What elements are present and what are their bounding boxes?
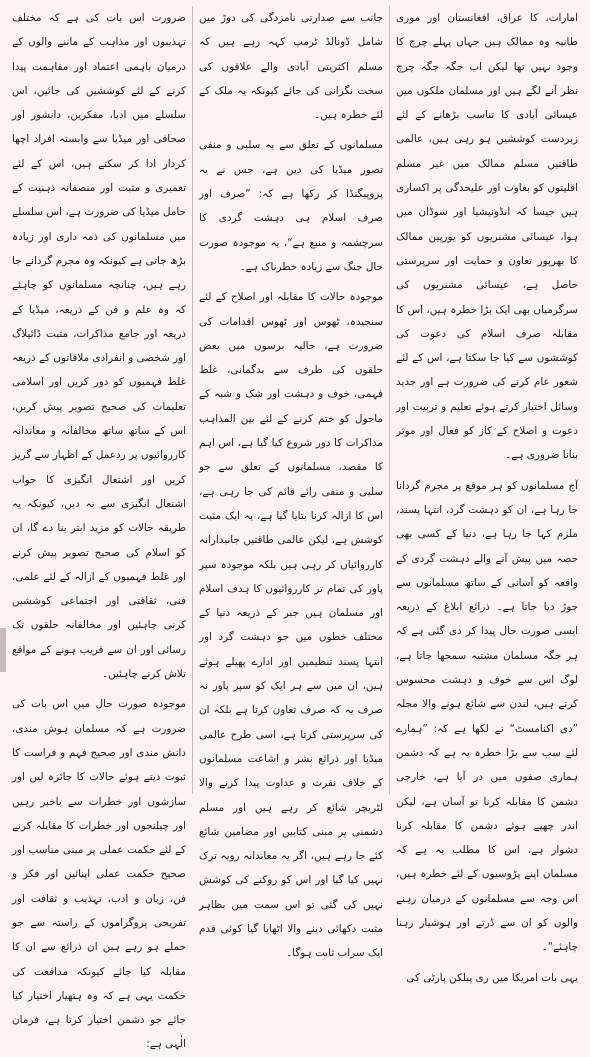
paragraph: موجودہ حالات کا مقابلہ اور اصلاح کے لئے سنجیدہ، ٹھوس اور ٹھوس اقدامات کی ضرورت ہے، حالیہ برسوں میں بعض حلقوں کی طرف سے بدگمانی، غلط فہمی، خوف و دہشت اور شک و شبہ کے ماحول کو ختم کرنے کے لئے بین المذاہب مذاکرات کا دور شروع کیا گیا ہے، اس اہم کا مقصد، مسلمانوں کے تعلق سے جو سلبی و منفی رائے قائم کی جا رہی ہے، اس کا ازالہ کرنا بتایا گیا ہے، یہ ایک مثبت کوشش ہے، لیکن عالمی طاقتیں جانبدارانہ کارروائیاں کر رہی ہیں بلکہ موجودہ سپر پاور کی تمام تر کارروائیوں کا ہدف اسلام اور مسلمان ہیں جبر کے ذریعہ دنیا کے مختلف خطوں میں جو دہشت گرد اور انتہا پسند تنظیمیں اور ادارے پھیلے ہوئے ہیں، ان میں سے ہر ایک کو سپر پاور نہ صرف یہ کہ صرف تعاون کرتا ہے بلکہ ان کی سرپرستی کرتا ہے، اسی طرح عالمی میڈیا اور ذرائع نشر و اشاعت مسلمانوں کے خلاف نفرت و عداوت پیدا کرنے والا لٹریچر شائع کر رہے ہیں اور مسلم دشمنی پر مبنی کتابیں اور مضامین شائع کئے جا رہے ہیں، اگر یہ معاندانہ رویہ ترک نہیں کیا گیا اور اس کو روکنے کی کوشش نہیں کی گئی تو اس سمت میں بظاہر مثبت دکھائی دینے والا اٹھایا گیا کوئی قدم ایک سراب ثابت ہوگا۔ <box>199 291 383 960</box>
text-columns <box>6 6 584 1051</box>
paragraph: موجودہ صورت حال میں اس بات کی ضرورت ہے کہ مسلمان ہوش مندی، دانش مندی اور صحیح فہم و فراست کا ثبوت دیتے ہوئے حالات کا جائزہ لیں اور سازشوں اور خطرات سے باخبر رہیں اور چیلنجوں اور خطرات کا مقابلہ کرنے کے لئے حکمت عملی پر مبنی مناسب اور صحیح حکمت عملی اپنائیں اور فکر و فن، زبان و ادب، تہذیب و ثقافت اور تفریحی پروگراموں کے راستہ سے جو حملے ہو رہے ہیں ان ذرائع سے ان کا مقابلہ کیا جائے کیونکہ مدافعت کی حکمت یہی ہے کہ وہ ہتھیار اختیار کیا جائے جو دشمن اختیار کرتا ہے، فرمان الٰہی ہے: <box>12 698 186 1051</box>
column-middle <box>192 6 390 960</box>
paragraph: امارات، کا عراق، افغانستان اور موری طانیہ وہ ممالک ہیں جہاں پہلے چرچ کا وجود نہیں تھا لیکن اب جگہ جگہ چرچ نظر آنے لگے ہیں اور مسلمان ملکوں میں عیسائی آبادی کا تناسب بڑھانے کے لئے زبردست کوششیں ہو رہی ہیں، عالمی طاقتیں مسلم ممالک میں غیر مسلم اقلیتوں کو بغاوت اور علیحدگی پر اکساری ہیں جیسا کہ انڈونیشیا اور سوڈان میں ہوا، عیسائی مشنریوں کو یورپین ممالک کا بھرپور تعاون و حمایت اور سرپرستی حاصل ہے، عیسائی مشنریوں کی سرگرمیاں بھی ایک بڑا خطرہ ہیں، اس کا مقابلہ صرف اسلام کی دعوت کی کوششوں سے کیا جا سکتا ہے، اس کے لئے شعور عام کرنے کی ضرورت ہے اور جدید وسائل اختیار کرتے ہوئے تعلیم و تربیت اور دعوت و اصلاح کے کاز کو فعال اور موثر بنانا ضروری ہے۔ <box>396 12 578 462</box>
paragraph: ضرورت اس بات کی ہے کہ مختلف تہذیبوں اور مذاہب کے ماننے والوں کے درمیان باہمی اعتماد اور مفاہمت پیدا کرنے کے لئے کوششیں کی جائیں، اس سلسلے میں ادبا، مفکرین، دانشور اور صحافی اور میڈیا سے وابستہ افراد اچھا کردار ادا کر سکتے ہیں، اس کے لئے تعمیری و مثبت اور منصفانہ ذہنیت کے حامل میڈیا کی ضرورت ہے، اس سلسلے میں مسلمانوں کی ذمہ داری اور زیادہ بڑھ جاتی ہے کیونکہ وہ مجرم گردانے جا رہے ہیں، چنانچہ مسلمانوں کو چاہئے کہ وہ علم و فن کے ذریعہ، میڈیا کے ذریعہ اور جامع مذاکرات، مثبت ڈائیلاگ اور شخصی و انفرادی ملاقاتوں کے ذریعہ غلط فہمیوں کو دور کریں اور اسلامی تعلیمات کی صحیح تصویر پیش کریں، اس کے ساتھ ساتھ مخالفانہ و معاندانہ کارروائیوں پر ردعمل کے اظہار سے گریز کریں اور اشتعال انگیزی کا جواب اشتعال انگیزی سے نہ دیں، کیونکہ یہ طریقہ حالات کو مزید ابتر بنا دے گا، ان کو اسلام کی صحیح تصویر پیش کرنے اور غلط فہمیوں کے ازالہ کے لئے علمی، فنی، ثقافتی اور اجتماعی کوششیں کرنی چاہئیں اور مخالفانہ حلقوں تک رسائی اور ان سے قریب ہونے کے مواقع تلاش کرنے چاہئیں۔ <box>12 12 186 681</box>
print-margin-mark <box>0 628 6 672</box>
column-right <box>390 6 584 984</box>
paragraph: مسلمانوں کے تعلق سے یہ سلبی و منفی تصور میڈیا کی دین ہے، جس نے یہ پروپیگنڈا کر رکھا ہے کہ: ”صرف اور صرف اسلام ہی دہشت گردی کا سرچشمہ و منبع ہے“، یہ موجودہ صورت حال جنگ سے زیادہ خطرناک ہے۔ <box>199 139 383 273</box>
column-left <box>6 6 192 1051</box>
paragraph: جانب سے صدارتی نامزدگی کی دوڑ میں شامل ڈونالڈ ٹرمپ کہہ رہے ہیں کہ مسلم اکثریتی آبادی والے علاقوں کی سخت نگرانی کی جائے کیونکہ یہ ملک کے لئے خطرہ ہیں۔ <box>199 12 383 122</box>
paragraph: یہی بات امریکا میں ری پبلکن پارٹی کی <box>406 971 578 984</box>
paragraph: آج مسلمانوں کو ہر موقع پر مجرم گردانا جا رہا ہے، ان کو دہشت گرد، انتہا پسند، ملزم کہا جا رہا ہے، دنیا کے کسی بھی حصہ میں پیش آنے والے دہشت گردی کے واقعہ کو آسانی کے ساتھ مسلمانوں سے جوڑ دیا جاتا ہے۔ ذرائع ابلاغ کے ذریعہ ایسی صورت حال پیدا کر دی گئی ہے کہ ہر جگہ مسلمان مشتبہ سمجھا جاتا ہے، لوگ اس سے خوف و دہشت محسوس کرتے ہیں، لندن سے شائع ہونے والا مجلہ ”دی اکنامسٹ“ نے لکھا ہے کہ: ”ہمارے لئے سب سے بڑا خطرہ یہ ہے کہ دشمن ہماری صفوں میں در آیا ہے، خارجی دشمن کا مقابلہ کرنا تو آسان ہے، لیکن اندر چھپے ہوئے دشمن کا مقابلہ کرنا دشوار ہے، اس کا مطلب یہ ہے کہ مسلمان اپنے پڑوسیوں کے لئے خطرہ ہیں، اس وجہ سے مسلمانوں کے درمیان رہنے والوں کو ان سے ڈرتے اور ہوشیار رہنا چاہئے“۔ <box>396 479 578 954</box>
